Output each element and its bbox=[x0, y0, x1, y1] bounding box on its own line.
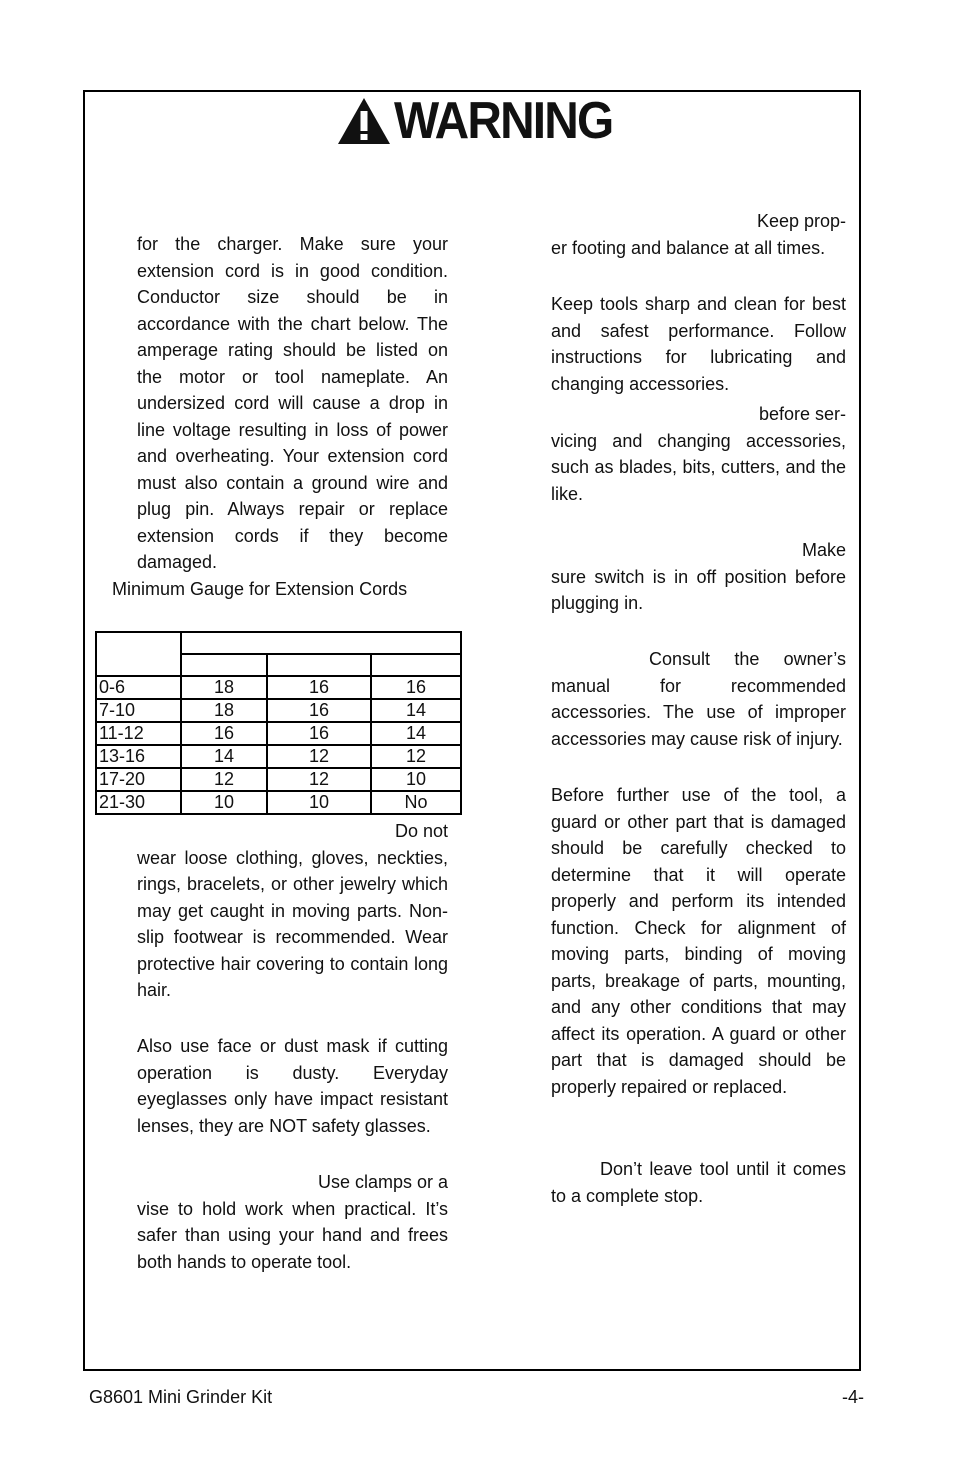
table-header-cell bbox=[181, 632, 461, 654]
table-cell: 16 bbox=[267, 722, 371, 745]
table-cell: 11-12 bbox=[96, 722, 181, 745]
table-cell: 18 bbox=[181, 699, 267, 722]
table-cell: 16 bbox=[267, 676, 371, 699]
accessories-text: Consult the owner’s manual for recommended accessories. The use of improper accessories may cause risk of injury. bbox=[551, 649, 846, 749]
stop-paragraph bbox=[551, 1156, 846, 1209]
tool-care-text: Keep tools sharp and clean for best and safest performance. Follow instructions for lubricating and changing accessories. bbox=[551, 294, 846, 394]
extension-cord-text: for the charger. Make sure your extension cord is in good condition. Conductor size should be in accordance with the chart below. The amperage rating should be listed on the motor or tool nameplate. An undersized cord will cause a drop in line voltage resulting in loss of power and overheating. Your extension cord must also contain a ground wire and plug pin. Always repair or replace extension cords if they become damaged. bbox=[137, 234, 448, 572]
page-number: -4- bbox=[842, 1387, 864, 1407]
clothing-text: wear loose clothing, gloves, neckties, rings, bracelets, or other jewelry which may get caught in moving parts. Non-slip footwear is recommended. Wear protective hair covering to contain long hair. bbox=[137, 847, 448, 1000]
table-cell: 7-10 bbox=[96, 699, 181, 722]
warning-title: WARNING bbox=[394, 92, 613, 150]
secure-work-text: vise to hold work when practical. It’s safer than using your hand and frees both hands to operate tool. bbox=[137, 1198, 448, 1272]
warning-triangle-icon bbox=[336, 96, 392, 146]
table-cell: 16 bbox=[267, 699, 371, 722]
table-cell: 12 bbox=[371, 745, 461, 768]
table-cell: 21-30 bbox=[96, 791, 181, 814]
table-cell: 10 bbox=[267, 791, 371, 814]
table-caption: Minimum Gauge for Extension Cords bbox=[112, 579, 408, 599]
disconnect-lead: before ser- bbox=[758, 404, 846, 424]
table-cell: 12 bbox=[267, 745, 371, 768]
table-cell: 14 bbox=[181, 745, 267, 768]
safety-glasses-paragraph bbox=[137, 1033, 448, 1139]
damaged-parts-text: Before further use of the tool, a guard or other part that is damaged should be carefully checked to determine that it will operate properly and perform its intended function. Check for alignment of moving parts, binding of moving parts, breakage of parts, mounting, and any other conditions that may affect its operation. A guard or other part that is damaged should be properly repaired or replaced. bbox=[551, 785, 846, 1097]
disconnect-text: vicing and changing accessories, such as blades, bits, cutters, and the like. bbox=[551, 430, 846, 504]
table-header-cell bbox=[267, 654, 371, 676]
table-cell: 10 bbox=[181, 791, 267, 814]
switch-text: sure switch is in off position before plugging in. bbox=[551, 566, 846, 613]
switch-lead: Make bbox=[801, 540, 846, 560]
clothing-paragraph bbox=[137, 818, 448, 1004]
clothing-lead: Do not bbox=[394, 821, 448, 841]
damaged-parts-paragraph bbox=[551, 782, 846, 1100]
footing-text: er footing and balance at all times. bbox=[551, 237, 826, 258]
table-row bbox=[96, 791, 461, 814]
table-cell: 14 bbox=[371, 699, 461, 722]
disconnect-paragraph bbox=[551, 401, 846, 507]
table-cell: 18 bbox=[181, 676, 267, 699]
table-cell: 12 bbox=[267, 768, 371, 791]
secure-work-paragraph bbox=[137, 1169, 448, 1275]
tool-care-paragraph bbox=[551, 291, 846, 397]
stop-text: Don’t leave tool until it comes to a complete stop. bbox=[551, 1159, 846, 1206]
table-cell: 16 bbox=[181, 722, 267, 745]
switch-paragraph bbox=[551, 537, 846, 617]
footing-lead: Keep prop- bbox=[756, 211, 846, 231]
accessories-paragraph bbox=[551, 646, 846, 752]
table-cell: 16 bbox=[371, 676, 461, 699]
safety-glasses-text: Also use face or dust mask if cutting operation is dusty. Everyday eyeglasses only have impact resistant lenses, they are NOT safety glasses. bbox=[137, 1036, 448, 1136]
table-cell: 17-20 bbox=[96, 768, 181, 791]
footer-title: G8601 Mini Grinder Kit bbox=[89, 1387, 273, 1407]
secure-work-lead: Use clamps or a bbox=[317, 1172, 448, 1192]
table-header-cell bbox=[181, 654, 267, 676]
extension-cord-paragraph bbox=[137, 231, 448, 576]
table-cell: 12 bbox=[181, 768, 267, 791]
table-cell: 13-16 bbox=[96, 745, 181, 768]
table-row bbox=[96, 745, 461, 768]
extension-cord-gauge-table bbox=[95, 631, 462, 815]
table-row bbox=[96, 699, 461, 722]
table-row bbox=[96, 722, 461, 745]
table-cell: 14 bbox=[371, 722, 461, 745]
table-cell: 10 bbox=[371, 768, 461, 791]
table-header-cell bbox=[371, 654, 461, 676]
table-cell: 0-6 bbox=[96, 676, 181, 699]
table-header-cell bbox=[96, 632, 181, 676]
table-header-row bbox=[96, 632, 461, 654]
table-row bbox=[96, 676, 461, 699]
footing-paragraph bbox=[551, 208, 846, 261]
warning-banner bbox=[336, 92, 631, 150]
table-row bbox=[96, 768, 461, 791]
table-cell: No bbox=[371, 791, 461, 814]
